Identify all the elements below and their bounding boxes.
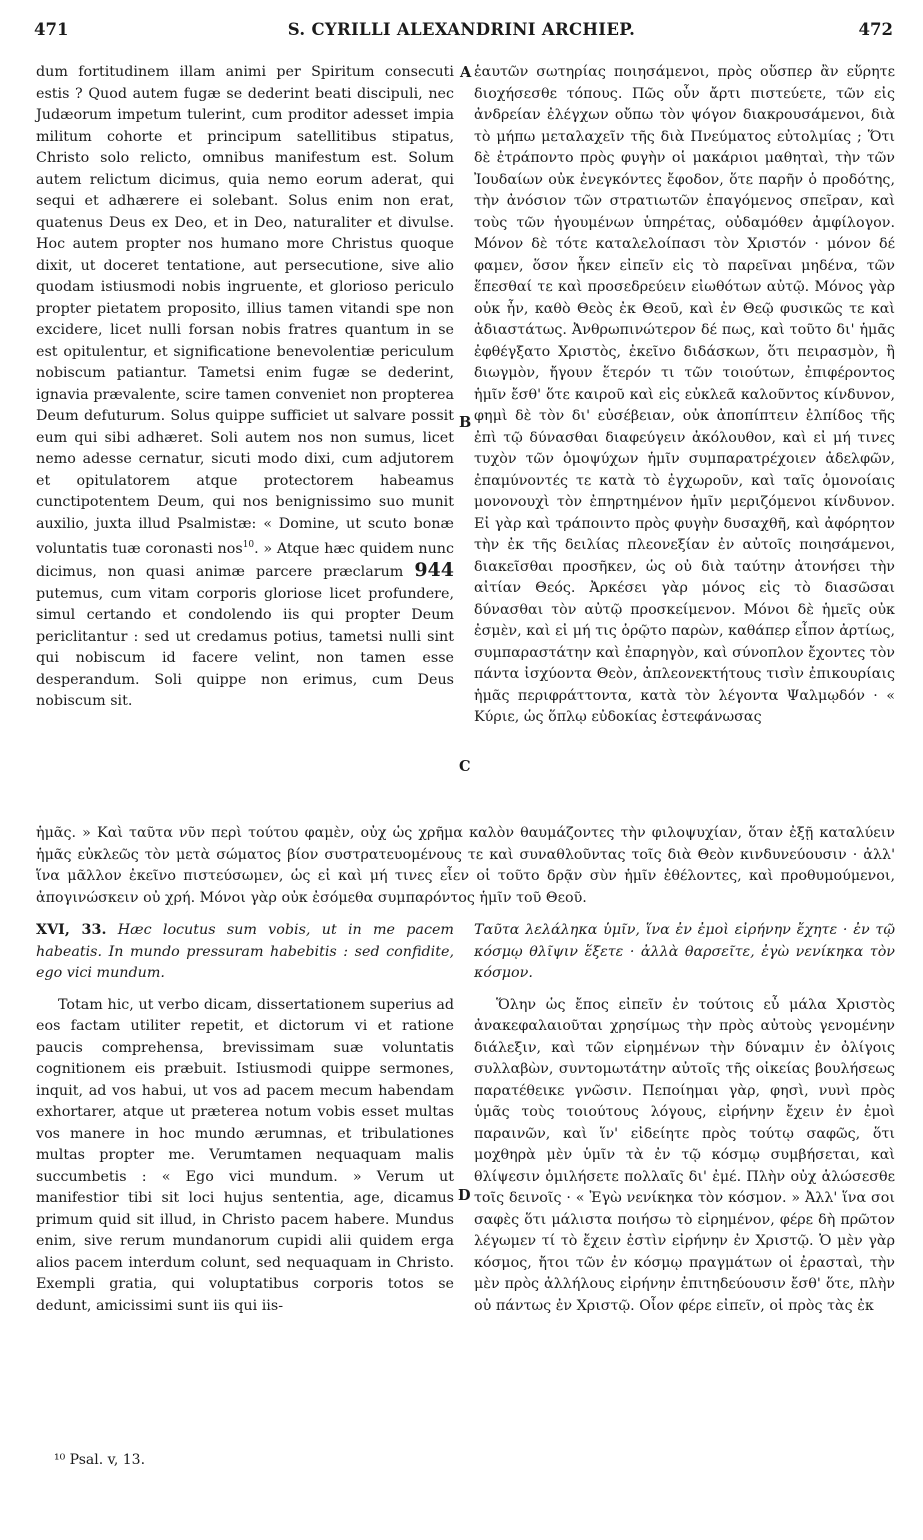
greek-paragraph: ἡμᾶς. » Καὶ ταῦτα νῦν περὶ τούτου φαμὲν, οὐχ ὡς χρῆμα καλὸν θαυμάζοντες τὴν φιλοψυχίαν, ὅταν ἐξῇ καταλύειν ἡμᾶς εὐκλεῶς τὸν μετὰ σώματος βίον συστρατευομένους τε καὶ συναθλοῦντας τοῖς διὰ Θεὸν κινδυνεύουσιν · ἀλλ' ἵνα μᾶλλον ἐκεῖνο πιστεύσωμεν, ὡς εἰ καὶ μή τινες εἶεν οἱ τοῦτο δρᾷν σὺν ἡμῖν ἐθέλοντες, καὶ προθυμούμενοι, ἀπογινώσκειν οὐ χρή. Μόνοι γὰρ οὐκ ἐσόμεθα συμπαρόντος ἡμῖν τοῦ Θεοῦ. bbox=[36, 825, 895, 906]
margin-letter-d: D bbox=[458, 1187, 471, 1204]
page-number-left: 471 bbox=[34, 20, 69, 39]
footnote: ¹⁰ Psal. v, 13. bbox=[54, 1452, 146, 1468]
latin-text: putemus, cum vitam corporis gloriose licet profundere, simul certando et condolendo iis qui propter Deum periclitantur : sed ut credamus potius, tametsi nulli sint qui nobiscum id facere velint, non tamen esse desperandum. Soli quippe non erimus, cum Deus nobiscum sit. bbox=[36, 585, 454, 710]
latin-paragraph bbox=[36, 62, 454, 713]
latin-text: . » Atque hæc quidem nunc dicimus, non quasi animæ parcere præclarum bbox=[36, 540, 454, 581]
lemma-reference: XVI, 33. bbox=[36, 922, 107, 938]
margin-letter-b: B bbox=[459, 414, 472, 431]
scripture-lemma-latin bbox=[36, 920, 454, 985]
running-title: S. CYRILLI ALEXANDRINI ARCHIEP. bbox=[287, 20, 636, 39]
latin-column-bottom bbox=[36, 920, 454, 1317]
greek-column-bottom bbox=[474, 920, 895, 1317]
running-header bbox=[24, 12, 899, 48]
margin-letter-a: A bbox=[460, 64, 472, 81]
latin-column-top bbox=[36, 62, 454, 713]
latin-commentary: Totam hic, ut verbo dicam, dissertationem superius ad eos factam utiliter repetit, et dictorum vi et ratione paucis comprehensa, brevissimam suæ voluntatis cognitionem eis præbuit. Istiusmodi quippe sermones, inquit, ad vos habui, ut vos ad pacem mecum habendam exhortarer, atque ut præterea notum vobis esset multas vos manere in hoc mundo ærumnas, et tribulationes multas propter me. Verumtamen nequaquam malis succumbetis : « Ego vici mundum. » Verum ut manifestior tibi sit loci hujus sententia, age, dicamus primum quid sit illud, in Christo pacem habere. Mundus enim, sive rerum mundanorum cupidi alii quidem erga alios pacem interdum colunt, sed nequaquam in Christo. Exempli gratia, qui voluptatibus corporis totos se dedunt, amicissimi sunt iis qui iis- bbox=[36, 996, 454, 1314]
greek-full-width-text bbox=[36, 823, 895, 909]
page-number-right: 472 bbox=[858, 20, 893, 39]
latin-text: dum fortitudinem illam animi per Spiritum consecuti estis ? Quod autem fugæ se dederint beati discipuli, nec Judæorum impetum tulerint, cum proditor adesset impia militum cohorte et principum satellitibus stipatus, Christo solo relicto, omnibus manifestum est. Solum autem relictum dicimus, quia nemo eorum aderat, qui sequi et adhærere ei solebant. Solus enim non erat, quatenus Deus ex Deo, et in Deo, naturaliter et divulse. Hoc autem propter nos humano more Christus quoque dixit, ut doceret tentatione, aut persecutione, sive alio quodam istiusmodi nobis ingruente, et glorioso periculo propter pietatem proposito, illius tamen vitandi spe non excidere, licet nulli forsan nobis fratres quantum in se est opitulentur, et significatione benevolentiæ periculum nobiscum patiantur. Tametsi enim fugæ se dederint, ignavia prævalente, scire tamen conveniet non propterea Deum defuturum. Solus quippe sufficiet ut salvare possit eum qui sibi adhæret. Soli autem nos non sumus, licet nemo adesse cernatur, sicuti modo dixi, cum adjutorem et opitulatorem atque protectorem habeamus cunctipotentem Deum, qui nos benignissimo suo munit auxilio, juxta illud Psalmistæ: « Domine, ut scuto bonæ voluntatis tuæ coronasti nos bbox=[36, 64, 454, 557]
greek-commentary: Ὅλην ὡς ἔπος εἰπεῖν ἐν τούτοις εὖ μάλα Χριστὸς ἀνακεφαλαιοῦται χρησίμως τὴν πρὸς αὐτοὺς γενομένην διάλεξιν, καὶ τῶν εἰρημένων τὴν δύναμιν ἐν ὀλίγοις συλλαβὼν, συντομωτάτην αὐτοῖς τῆς οἰκείας βουλήσεως παρατέθεικε γνῶσιν. Πεποίημαι γὰρ, φησὶ, νυνὶ πρὸς ὑμᾶς τοὺς τοιούτους λόγους, εἰρήνην ἔχειν ἐν ἐμοὶ παραινῶν, καὶ ἵν' εἰδείητε πρὸς τούτῳ σαφῶς, ὅτι μοχθηρὰ μὲν ὑμῖν τὰ ἐν τῷ κόσμῳ συμβήσεται, καὶ θλίψεσιν ὁμιλήσετε πολλαῖς δι' ἐμέ. Πλὴν οὐχ ἁλώσεσθε τοῖς δεινοῖς · « Ἐγὼ νενίκηκα τὸν κόσμον. » Ἀλλ' ἵνα σοι σαφὲς ὅτι μάλιστα ποιήσω τὸ εἰρημένον, φέρε δὴ πρῶτον λέγωμεν τί τὸ ἔχειν ἐστὶν εἰρήνην ἐν Χριστῷ. Ὁ μὲν γὰρ κόσμος, ἤτοι τῶν ἐν κόσμῳ πραγμάτων οἱ ἐρασταὶ, τὴν μὲν πρὸς ἀλλήλους εἰρήνην ἐπιτηδεύουσιν ἔσθ' ὅτε, πλὴν οὐ πάντως ἐν Χριστῷ. Οἷον φέρε εἰπεῖν, οἱ πρὸς τὰς ἐκ bbox=[474, 996, 895, 1314]
lemma-text: Hæc locutus sum vobis, ut in me pacem habeatis. In mundo pressuram habebitis : sed confidite, ego vici mundum. bbox=[36, 922, 454, 981]
scripture-lemma-greek: Ταῦτα λελάληκα ὑμῖν, ἵνα ἐν ἐμοὶ εἰρήνην ἔχητε · ἐν τῷ κόσμῳ θλῖψιν ἕξετε · ἀλλὰ θαρσεῖτε, ἐγὼ νενίκηκα τὸν κόσμον. bbox=[474, 922, 895, 981]
greek-paragraph: ἑαυτῶν σωτηρίας ποιησάμενοι, πρὸς οὕσπερ ἂν εὕρητε διοχήσεσθε τόπους. Πῶς οὖν ἄρτι πιστεύετε, τῶν εἰς ἀνδρείαν ἐλέγχων οὔπω τὸν ψόγον διακρουσάμενοι, διὰ τὸ μήπω μεταλαχεῖν τῆς διὰ Πνεύματος εὐτολμίας ; Ὅτι δὲ ἐτράποντο πρὸς φυγὴν οἱ μακάριοι μαθηταὶ, τὴν τῶν Ἰουδαίων οὐκ ἐνεγκόντες ἔφοδον, ὅτε παρῆν ὁ προδότης, τὴν ἀνόσιον τῶν στρατιωτῶν ἐπαγόμενος σπεῖραν, καὶ τοὺς τῶν ἡγουμένων ὑπηρέτας, οὐδαμόθεν ἀμφίλογον. Μόνον δὲ τότε καταλελοίπασι τὸν Χριστόν · μόνον δέ φαμεν, ὅσον ἧκεν εἰπεῖν εἰς τὸ παρεῖναι μηδένα, τῶν ἕπεσθαί τε καὶ προσεδρεύειν εἰωθότων αὐτῷ. Μόνος γὰρ οὐκ ἦν, καθὸ Θεὸς ἐκ Θεοῦ, καὶ ἐν Θεῷ φυσικῶς τε καὶ ἀδιαστάτως. Ἀνθρωπινώτερον δέ πως, καὶ τοῦτο δι' ἡμᾶς ἐφθέγξατο Χριστὸς, ἐκεῖνο διδάσκων, ὅτι πειρασμὸν, ἢ διωγμὸν, ἤγουν ἕτερόν τι τῶν τοιούτων, ἐπιφέροντος ἡμῖν ἔσθ' ὅτε καιροῦ καὶ εἰς εὐκλεᾶ καλοῦντος κίνδυνον, φημὶ δὲ τὸν δι' εὐσέβειαν, οὐκ ἀποπίπτειν ἐλπίδος τῆς ἐπὶ τῷ δύνασθαι διαφεύγειν ἀκόλουθον, καὶ εἰ μή τινες τυχὸν τῶν ὁμοψύχων ἡμῖν συμπαρατρέχοιεν ἀδελφῶν, ἐπαμύνοντές τε κατὰ τὸ ἐγχωροῦν, καὶ ταῖς ὁμονοίαις μονονουχὶ τὸν ἐπηρτημένον ἡμῖν μεριζόμενοι κίνδυνον. Εἰ γὰρ καὶ τράποιντο πρὸς φυγὴν δυσαχθῆ, καὶ ἀφόρητον τὴν ἐκ τῆς δειλίας πλεονεξίαν ἐν αὐτοῖς ποιησάμενοι, διακεῖσθαι προσῆκεν, ὡς οὐ διὰ ταύτην ἀτονήσει τὴν αἰτίαν Θεός. Ἀρκέσει γὰρ μόνος εἰς τὸ διασῶσαι δύνασθαι τὸν αὐτῷ προσκείμενον. Μόνοι δὲ ἡμεῖς οὐκ ἐσμὲν, καὶ εἰ μή τις ὁρῷτο παρὼν, καθάπερ εἶπον ἀρτίως, συμπαραστάτην καὶ ἐπαρηγὸν, καὶ σύνοπλον ἔχοντες τὸν πάντα ἰσχύοντα Θεὸν, ἀπλεονεκτήτους τισὶν ἐπικουρίαις ἡμᾶς περιφράττοντα, κατὰ τὸν λέγοντα Ψαλμῳδόν · « Κύριε, ὡς ὅπλῳ εὐδοκίας ἐστεφάνωσας bbox=[474, 64, 895, 725]
margin-letter-c: C bbox=[459, 758, 471, 775]
greek-column-top bbox=[474, 62, 895, 729]
column-number: 944 bbox=[414, 559, 454, 582]
footnote-ref: 10 bbox=[242, 540, 255, 550]
